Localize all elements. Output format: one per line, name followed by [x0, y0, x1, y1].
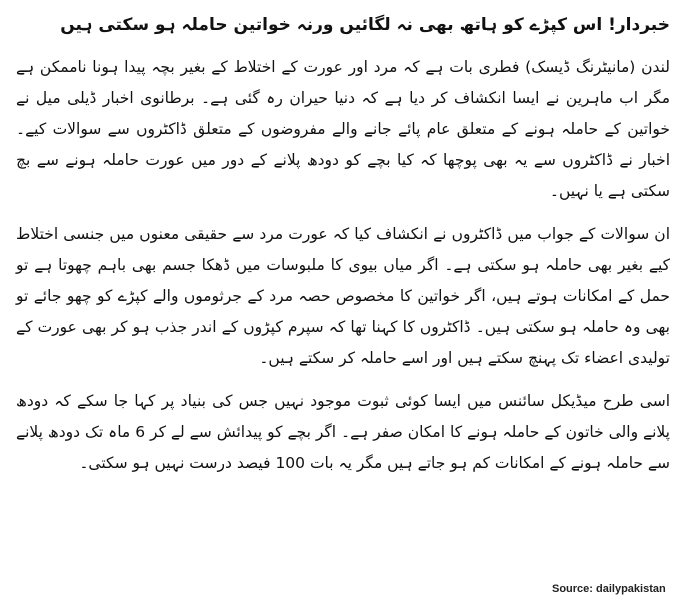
article-headline: خبردار! اس کپڑے کو ہاتھ بھی نہ لگائیں ورنہ خواتین حاملہ ہو سکتی ہیں: [60, 15, 670, 35]
article-paragraph-1: لندن (مانیٹرنگ ڈیسک) فطری بات ہے کہ مرد اور عورت کے اختلاط کے بغیر بچہ پیدا ہونا ناممکن ہے مگر اب ماہرین نے ایسا انکشاف کر دیا ہے کہ دنیا حیران رہ گئی ہے۔ برطانوی اخبار ڈیلی میل نے خواتین کے حاملہ ہونے کے متعلق عام پائے جانے والے مفروضوں کے متعلق ڈاکٹروں سے سوالات کیے۔ اخبار نے ڈاکٹروں سے یہ بھی پوچھا کہ کیا بچے کو دودھ پلانے کے دور میں عورت حاملہ ہونے سے بچ سکتی ہے یا نہیں۔: [16, 58, 670, 200]
article-paragraph-2: ان سوالات کے جواب میں ڈاکٹروں نے انکشاف کیا کہ عورت مرد سے حقیقی معنوں میں جنسی اختلاط کیے بغیر بھی حاملہ ہو سکتی ہے۔ اگر میاں بیوی کا ملبوسات میں ڈھکا جسم بھی باہم چھوتا ہے تو حمل کے امکانات ہوتے ہیں، اگر خواتین کا مخصوص حصہ مرد کے جرثوموں والے کپڑے کو چھو جائے تو بھی وہ حاملہ ہو سکتی ہیں۔ ڈاکٹروں کا کہنا تھا کہ سپرم کپڑوں کے اندر جذب ہو کر بھی عورت کے تولیدی اعضاء تک پہنچ سکتے ہیں اور اسے حاملہ کر سکتے ہیں۔: [16, 225, 670, 367]
source-credit: Source: dailypakistan: [552, 583, 666, 595]
article-paragraph-3: اسی طرح میڈیکل سائنس میں ایسا کوئی ثبوت موجود نہیں جس کی بنیاد پر کہا جا سکے کہ دودھ پلانے والی خاتون کے حاملہ ہونے کا امکان صفر ہے۔ اگر بچے کو پیدائش سے لے کر 6 ماہ تک دودھ پلانے سے حاملہ ہونے کے امکانات کم ہو جاتے ہیں مگر یہ بات 100 فیصد درست نہیں ہو سکتی۔: [16, 392, 670, 472]
